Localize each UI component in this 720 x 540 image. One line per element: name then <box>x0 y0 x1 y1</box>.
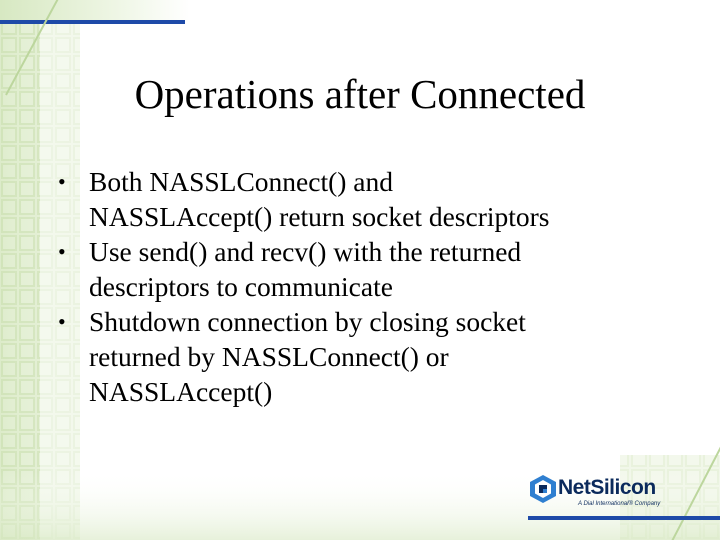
bullet-marker: • <box>58 169 66 194</box>
slide-title: Operations after Connected <box>134 71 586 117</box>
logo-tagline: A Dial International® Company <box>578 501 661 507</box>
bullet-item <box>58 164 698 234</box>
bullet-line: Both NASSLConnect() and <box>89 166 394 197</box>
bullet-line: NASSLAccept() return socket descriptors <box>89 201 550 232</box>
bullet-line: returned by NASSLConnect() or <box>89 341 449 372</box>
logo-wordmark: NetSilicon <box>558 476 656 499</box>
bullet-marker: • <box>58 309 66 334</box>
bullet-marker: • <box>58 239 66 264</box>
bullet-item <box>58 304 698 409</box>
bullet-item <box>58 234 698 304</box>
bullet-line: NASSLAccept() <box>89 376 273 407</box>
bullet-line: Shutdown connection by closing socket <box>89 306 526 337</box>
bullet-line: descriptors to communicate <box>89 271 393 302</box>
netsilicon-logo-icon <box>528 474 558 504</box>
bullet-list <box>58 164 698 409</box>
bullet-line: Use send() and recv() with the returned <box>89 236 522 267</box>
netsilicon-logo <box>528 472 678 518</box>
